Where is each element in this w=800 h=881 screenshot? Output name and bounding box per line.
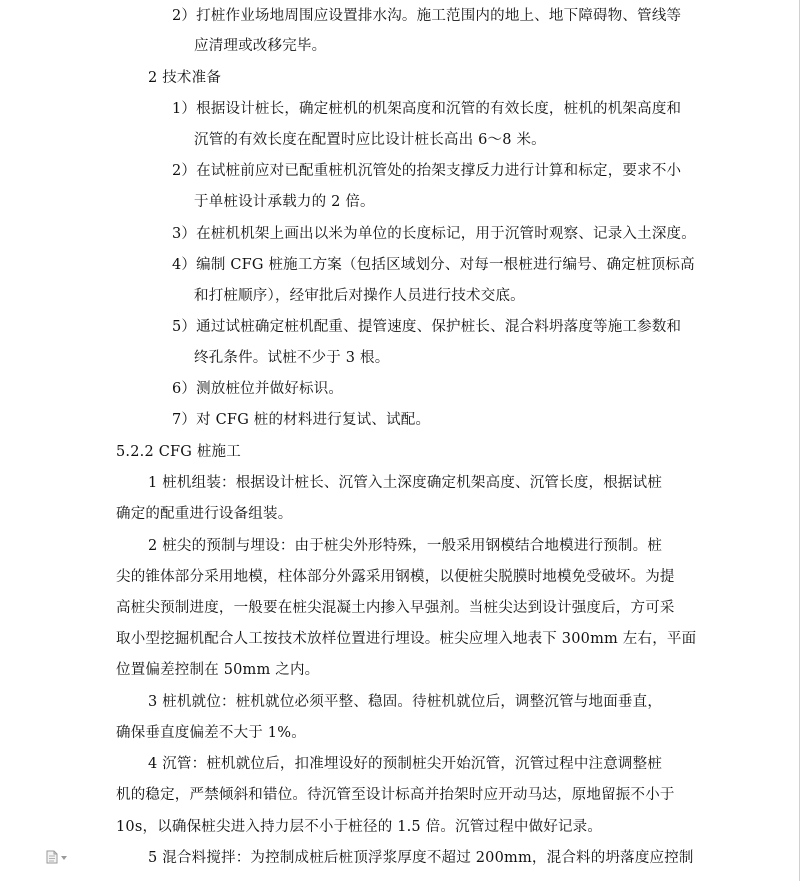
text-line: 5）通过试桩确定桩机配重、提管速度、保护桩长、混合料坍落度等施工参数和 <box>172 319 682 335</box>
text-line: 1 桩机组装：根据设计桩长、沉管入土深度确定机架高度、沉管长度，根据试桩 <box>148 475 663 491</box>
text-line: 2）打桩作业场地周围应设置排水沟。施工范围内的地上、地下障碍物、管线等 <box>172 8 682 24</box>
paragraph-marker[interactable] <box>46 847 76 867</box>
text-line: 1）根据设计桩长，确定桩机的机架高度和沉管的有效长度，桩机的机架高度和 <box>172 101 682 117</box>
text-line: 于单桩设计承载力的 2 倍。 <box>194 194 375 210</box>
chevron-down-icon <box>61 856 67 860</box>
text-line: 7）对 CFG 桩的材料进行复试、试配。 <box>172 412 431 428</box>
text-line: 应清理或改移完毕。 <box>194 38 327 54</box>
text-line: 取小型挖掘机配合人工按技术放样位置进行埋设。桩尖应埋入地表下 300mm 左右，平面 <box>116 631 697 647</box>
text-line: 4 沉管：桩机就位后，扣准埋设好的预制桩尖开始沉管，沉管过程中注意调整桩 <box>148 756 663 772</box>
section-heading: 5.2.2 CFG 桩施工 <box>116 444 241 460</box>
text-line: 6）测放桩位并做好标识。 <box>172 381 344 397</box>
text-line: 高桩尖预制进度，一般要在桩尖混凝土内掺入早强剂。当桩尖达到设计强度后，方可采 <box>116 600 675 616</box>
text-line: 和打桩顺序），经审批后对操作人员进行技术交底。 <box>194 288 525 304</box>
text-line: 确保垂直度偏差不大于 1%。 <box>116 725 306 741</box>
section-heading: 2 技术准备 <box>148 70 222 86</box>
text-line: 位置偏差控制在 50mm 之内。 <box>116 662 320 678</box>
text-line: 确定的配重进行设备组装。 <box>116 506 293 522</box>
text-line: 沉管的有效长度在配置时应比设计桩长高出 6～8 米。 <box>194 132 546 148</box>
text-line: 终孔条件。试桩不少于 3 根。 <box>194 350 390 366</box>
text-line: 4）编制 CFG 桩施工方案（包括区域划分、对每一根桩进行编号、确定桩顶标高 <box>172 257 695 273</box>
text-line: 3 桩机就位：桩机就位必须平整、稳固。待桩机就位后，调整沉管与地面垂直， <box>148 694 663 710</box>
text-line: 2）在试桩前应对已配重桩机沉管处的抬架支撑反力进行计算和标定，要求不小 <box>172 163 682 179</box>
text-line: 5 混合料搅拌：为控制成桩后桩顶浮浆厚度不超过 200mm，混合料的坍落度应控制 <box>148 850 694 866</box>
text-line: 3）在桩机机架上画出以米为单位的长度标记，用于沉管时观察、记录入土深度。 <box>172 226 696 242</box>
document-icon <box>46 850 58 864</box>
text-line: 2 桩尖的预制与埋设：由于桩尖外形特殊，一般采用钢模结合地模进行预制。桩 <box>148 538 663 554</box>
text-line: 机的稳定，严禁倾斜和错位。待沉管至设计标高并抬架时应开动马达，原地留振不小于 <box>116 787 675 803</box>
text-line: 10s，以确保桩尖进入持力层不小于桩径的 1.5 倍。沉管过程中做好记录。 <box>116 819 603 835</box>
text-line: 尖的锥体部分采用地模，柱体部分外露采用钢模，以便桩尖脱膜时地模免受破坏。为提 <box>116 569 675 585</box>
